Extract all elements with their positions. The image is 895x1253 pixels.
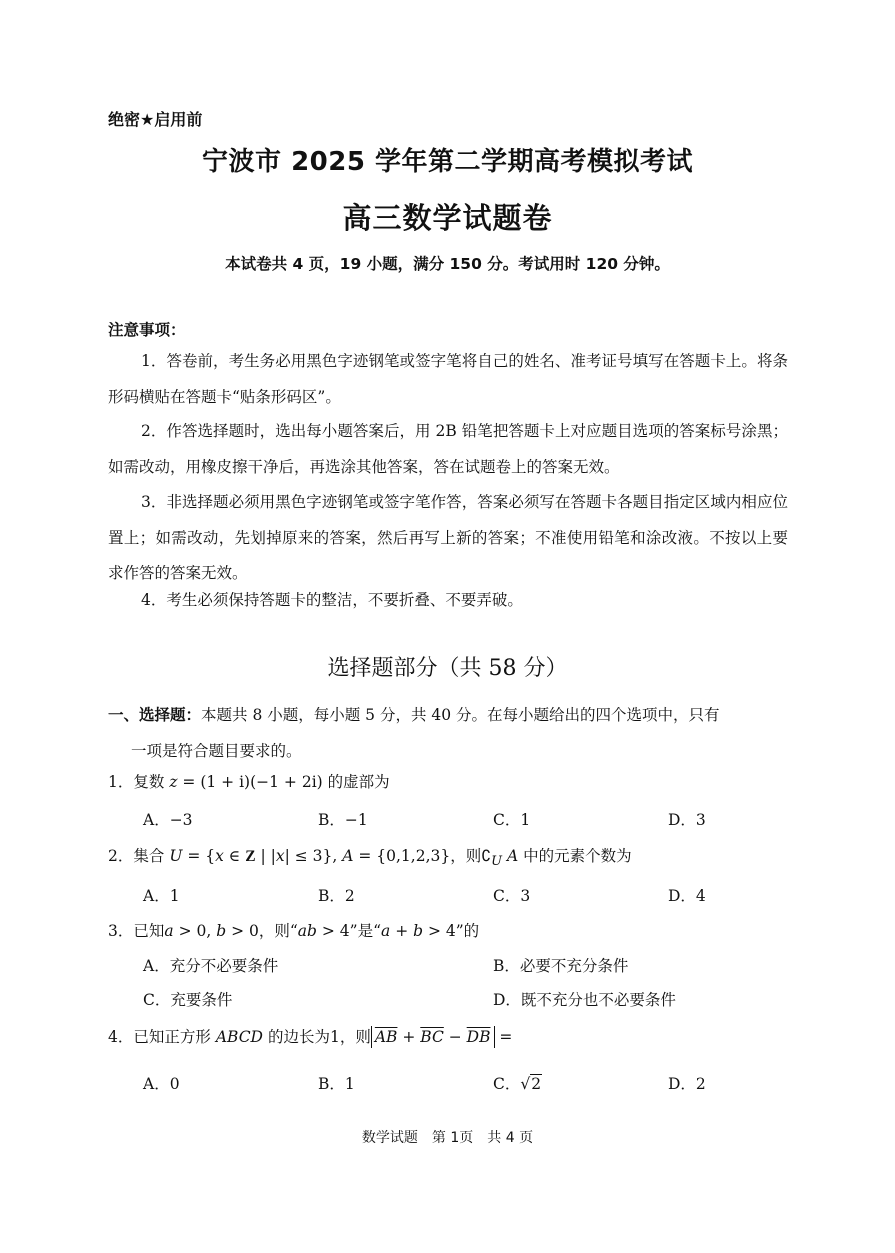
question-stem: ”是“ [349,922,382,940]
math-formula: ab > 4 [297,922,350,940]
notice-heading: 注意事项： [108,321,186,339]
question-number: 2． [108,847,134,865]
option-d[interactable]: D．2 [668,1075,706,1093]
option-b[interactable]: B．2 [318,887,355,905]
notice-item-2: 2．作答选择题时，选出每小题答案后，用 2B 铅笔把答题卡上对应题目选项的答案标号涂黑；如需改动，用橡皮擦干净后，再选涂其他答案，答在试题卷上的答案无效。 [108,422,788,476]
notice-item-3: 3．非选择题必须用黑色字迹钢笔或签字笔作答，答案必须写在答题卡各题目指定区域内相应位置上；如需改动，先划掉原来的答案，然后再写上新的答案；不准使用铅笔和涂改液。不按以上要求作答的答案无效。 [108,493,788,582]
part-lead: 一、选择题： [108,706,202,724]
math-formula: $∁_U$ A [481,847,519,870]
part-intro [108,697,788,769]
question-stem: ”的 [455,922,480,940]
question-stem: ，则 [450,847,482,865]
option-c[interactable]: C．3 [493,887,531,905]
question-4: 4．已知正方形 ABCD 的边长为1，则 $\overline{AB} + \overline{BC} - \overline{DB}$ = [108,1028,513,1046]
question-stem: 集合 [133,847,165,865]
confidential-label: 绝密★启用前 [108,110,203,129]
question-stem: 复数 [133,773,165,791]
question-number: 1． [108,773,134,791]
vector-expression: $\overline{AB} + \overline{BC} - \overline{DB}$ [371,1026,495,1048]
part-desc-line2: 一项是符合题目要求的。 [131,742,302,760]
math-formula: a > 0, b > 0 [164,922,259,940]
subject-title: 高三数学试题卷 [342,201,553,235]
question-number: 4． [108,1028,134,1046]
option-a[interactable]: A．1 [143,887,180,905]
option-c[interactable]: C．充要条件 [143,991,233,1009]
question-1 [108,770,390,792]
option-a[interactable]: A．充分不必要条件 [143,957,279,975]
math-formula: 1 [329,1028,340,1046]
question-stem: ，则 [339,1028,371,1046]
question-stem: ，则“ [258,922,298,940]
section-title: 选择题部分（共 58 分） [327,656,568,681]
question-number: 3． [108,922,134,940]
part-desc-line1: 本题共 8 小题，每小题 5 分，共 40 分。在每小题给出的四个选项中，只有 [201,706,720,724]
question-3 [108,919,479,941]
option-a[interactable]: A．0 [143,1075,180,1093]
option-c[interactable]: C．1 [493,811,531,829]
math-formula: U = {x ∈ Z | |x| ≤ 3}, A = {0,1,2,3} [169,847,451,865]
option-c[interactable]: C．√2 [493,1075,542,1093]
notice-item-1: 1．答卷前，考生务必用黑色字迹钢笔或签字笔将自己的姓名、准考证号填写在答题卡上。将条形码横贴在答题卡“贴条形码区”。 [108,352,788,406]
option-b[interactable]: B．1 [318,1075,355,1093]
option-a[interactable]: A．−3 [143,811,193,829]
math-formula: z = (1 + i)(−1 + 2i) [169,773,323,791]
notice-item-4: 4．考生必须保持答题卡的整洁，不要折叠、不要弄破。 [141,591,523,609]
sqrt-two: √2 [520,1075,542,1093]
option-b[interactable]: B．必要不充分条件 [493,957,629,975]
question-stem: 已知 [133,922,165,940]
question-stem: 的虚部为 [327,773,390,791]
question-stem: 的边长为 [267,1028,330,1046]
math-formula: a + b > 4 [381,922,456,940]
option-b[interactable]: B．−1 [318,811,368,829]
option-d[interactable]: D．3 [668,811,706,829]
math-formula: ABCD [215,1028,263,1046]
option-d[interactable]: D．4 [668,887,706,905]
question-stem: 已知正方形 [133,1028,211,1046]
page-footer: 数学试题 第 1页 共 4 页 [361,1130,534,1146]
exam-info: 本试卷共 4 页，19 小题，满分 150 分。考试用时 120 分钟。 [225,255,670,273]
option-d[interactable]: D．既不充分也不必要条件 [493,991,676,1009]
exam-title: 宁波市 2025 学年第二学期高考模拟考试 [202,147,693,177]
question-stem: 中的元素个数为 [523,847,632,865]
question-2 [108,844,632,869]
